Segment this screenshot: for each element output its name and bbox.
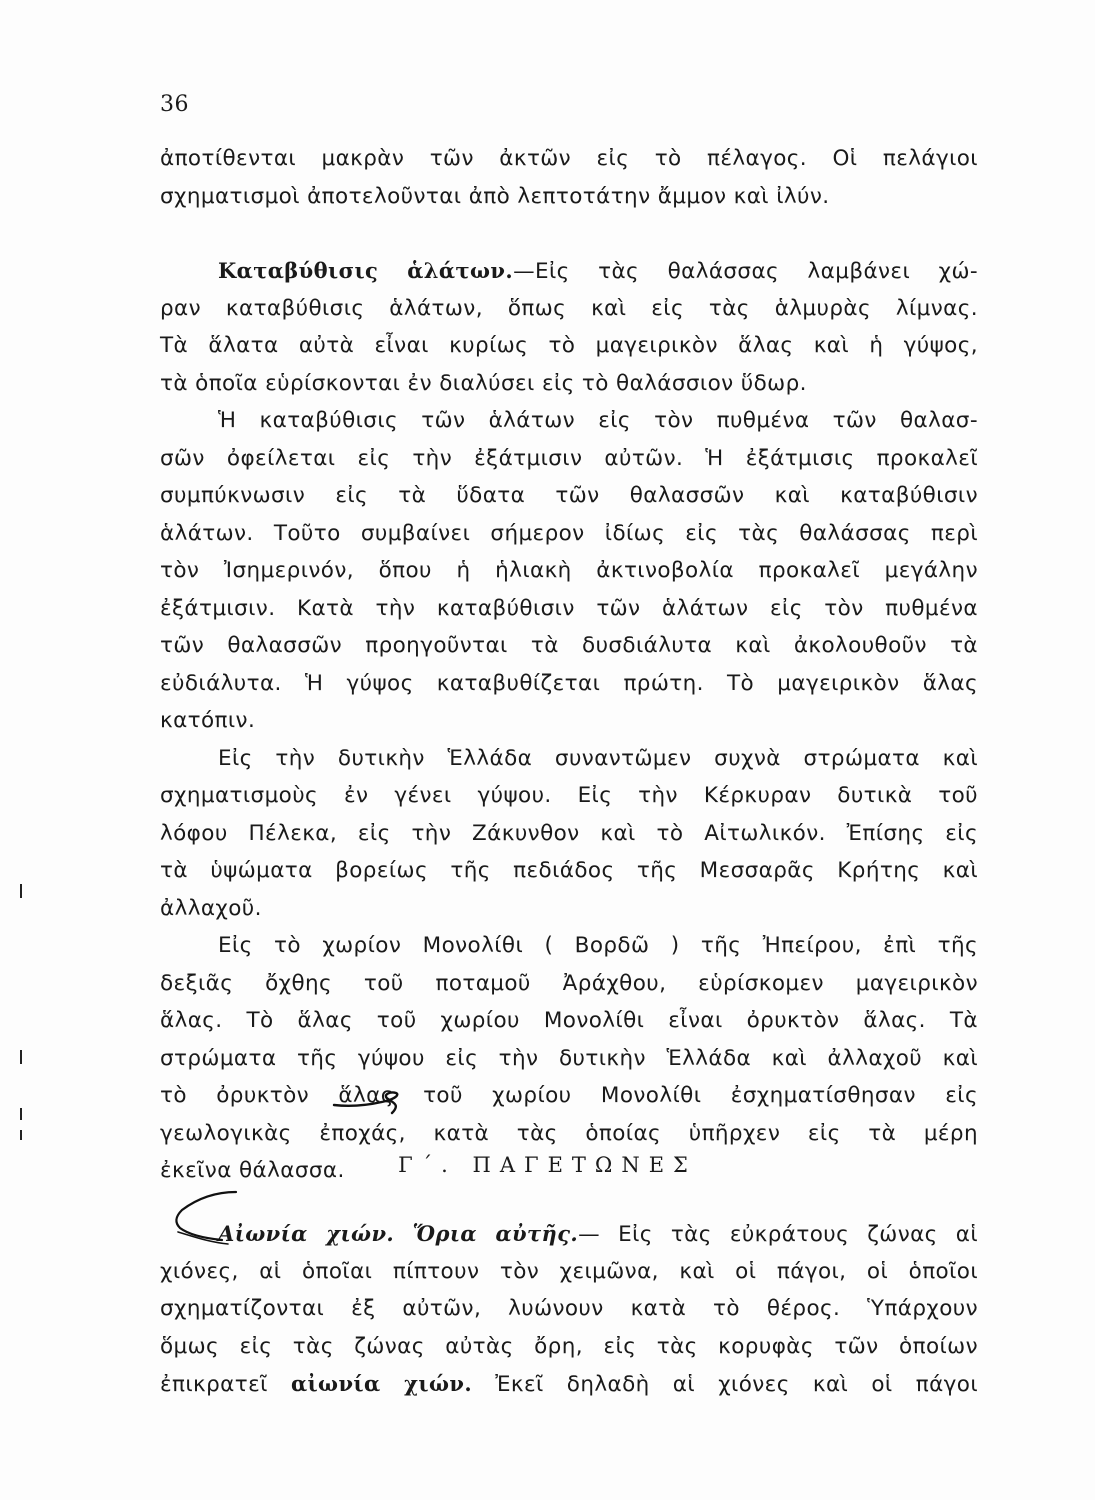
text-line: χιόνες, αἱ ὁποῖαι πίπτουν τὸν χειμῶνα, καὶ οἱ πάγοι, οἱ ὁποῖοι (160, 1258, 978, 1284)
margin-mark (20, 1130, 22, 1140)
margin-mark (20, 884, 22, 898)
text-line: τὸ ὀρυκτὸν ἅλας τοῦ χωρίου Μονολίθι ἐσχηματίσθησαν εἰς (160, 1083, 978, 1108)
page-number: 36 (160, 92, 189, 117)
text-line: εὐδιάλυτα. Ἡ γύψος καταβυθίζεται πρώτη. Τὸ μαγειρικὸν ἅλας (160, 670, 978, 696)
text-line: ἐξάτμισιν. Κατὰ τὴν καταβύθισιν τῶν ἁλάτων εἰς τὸν πυθμένα (160, 595, 978, 621)
handwritten-end-mark-icon (330, 1083, 410, 1119)
text-line: λόφου Πέλεκα, εἰς τὴν Ζάκυνθον καὶ τὸ Αἰτωλικόν. Ἐπίσης εἰς (160, 820, 978, 846)
last-line-start: ἐπικρατεῖ (160, 1372, 268, 1397)
text-line: τῶν θαλασσῶν προηγοῦνται τὰ δυσδιάλυτα καὶ ἀκολουθοῦν τὰ (160, 633, 978, 658)
text-line: ἀποτίθενται μακρὰν τῶν ἀκτῶν εἰς τὸ πέλαγος. Οἱ πελάγιοι (160, 146, 978, 171)
text-line: κατόπιν. (160, 708, 256, 733)
margin-mark (20, 1108, 22, 1120)
text-line: Εἰς τὸ χωρίον Μονολίθι ( Βορδῶ ) τῆς Ἠπείρου, ἐπὶ τῆς (218, 933, 978, 958)
section-first-line (160, 252, 978, 290)
glaciers-section (160, 1215, 978, 1403)
eternal-snow-term: αἰωνία χιών. (290, 1371, 473, 1396)
text-line: ὅμως εἰς τὰς ζώνας αὐτὰς ὄρη, εἰς τὰς κορυφὰς τῶν ὁποίων (160, 1333, 978, 1359)
text-line: στρώματα τῆς γύψου εἰς τὴν δυτικὴν Ἑλλάδα καὶ ἀλλαχοῦ καὶ (160, 1045, 978, 1071)
text-line: ἐκεῖνα θάλασσα. (160, 1158, 345, 1183)
text-line: σχηματισμοὺς ἐν γένει γύψου. Εἰς τὴν Κέρκυραν δυτικὰ τοῦ (160, 783, 978, 808)
last-line-rest: Ἐκεῖ δηλαδὴ αἱ χιόνες καὶ οἱ πάγοι (495, 1372, 978, 1397)
text-line: ἁλάτων. Τοῦτο συμβαίνει σήμερον ἰδίως εἰς τὰς θαλάσσας περὶ (160, 520, 978, 546)
text-line: δεξιᾶς ὄχθης τοῦ ποταμοῦ Ἀράχθου, εὑρίσκομεν μαγειρικὸν (160, 970, 978, 996)
text-line: τὸν Ἰσημερινόν, ὅπου ἡ ἡλιακὴ ἀκτινοβολία προκαλεῖ μεγάλην (160, 558, 978, 583)
text-line: ἀλλαχοῦ. (160, 895, 262, 921)
handwritten-bracket-mark-icon (168, 1188, 240, 1248)
salt-section-first-line-text: —Εἰς τὰς θαλάσσας λαμβάνει χώ- (513, 259, 979, 284)
text-line: συμπύκνωσιν εἰς τὰ ὕδατα τῶν θαλασσῶν καὶ καταβύθισιν (160, 483, 978, 508)
opening-paragraph (160, 140, 978, 215)
text-line: σχηματισμοὶ ἀποτελοῦνται ἀπὸ λεπτοτάτην ἄμμον καὶ ἰλύν. (160, 183, 830, 209)
text-line: σχηματίζονται ἐξ αὐτῶν, λυώνουν κατὰ τὸ θέρος. Ὑπάρχουν (160, 1296, 978, 1321)
text-line: τὰ ὑψώματα βορείως τῆς πεδιάδος τῆς Μεσσαρᾶς Κρήτης καὶ (160, 858, 978, 883)
glaciers-first-line-text: — Εἰς τὰς εὐκράτους ζώνας αἱ (578, 1222, 978, 1247)
text-line: Ἡ καταβύθισις τῶν ἁλάτων εἰς τὸν πυθμένα τῶν θαλασ- (218, 408, 978, 433)
text-line (160, 1365, 978, 1403)
margin-mark (20, 1050, 22, 1064)
text-line: τὰ ὁποῖα εὑρίσκονται ἐν διαλύσει εἰς τὸ θαλάσσιον ὕδωρ. (160, 370, 807, 396)
text-line: σῶν ὀφείλεται εἰς τὴν ἐξάτμισιν αὐτῶν. Ἡ ἐξάτμισις προκαλεῖ (160, 445, 978, 471)
salt-deposition-section (160, 252, 978, 1190)
text-line: ραν καταβύθισις ἁλάτων, ὅπως καὶ εἰς τὰς ἁλμυρὰς λίμνας. (160, 295, 978, 321)
eternal-snow-heading: Αἰωνία χιών. Ὅρια αὐτῆς. (218, 1221, 579, 1246)
text-line: Τὰ ἅλατα αὐτὰ εἶναι κυρίως τὸ μαγειρικὸν ἅλας καὶ ἡ γύψος, (160, 333, 978, 358)
salt-section-heading: Καταβύθισις ἁλάτων. (218, 258, 514, 283)
section-heading-glaciers: Γ΄. ΠΑΓΕΤΩΝΕΣ (398, 1153, 697, 1177)
section-first-line (160, 1215, 978, 1253)
text-line: ἅλας. Τὸ ἅλας τοῦ χωρίου Μονολίθι εἶναι ὀρυκτὸν ἅλας. Τὰ (160, 1008, 978, 1033)
text-line: γεωλογικὰς ἐποχάς, κατὰ τὰς ὁποίας ὑπῆρχεν εἰς τὰ μέρη (160, 1120, 978, 1146)
text-line: Εἰς τὴν δυτικὴν Ἑλλάδα συναντῶμεν συχνὰ στρώματα καὶ (218, 745, 978, 771)
